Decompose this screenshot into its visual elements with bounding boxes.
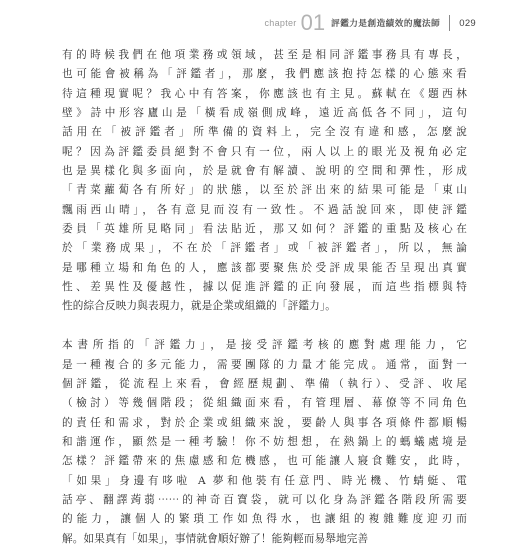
text-line: 於「業務成果」，不在於「評鑑者」或「被評鑑者」，所以，無論	[62, 242, 467, 255]
text-line: 委員「英雄所見略同」看法貼近，那又如何？評鑑的重點及核心在	[62, 223, 467, 236]
chapter-title: 評鑑力是創造績效的魔法師	[331, 19, 441, 29]
text-line: 壁》詩中形容廬山是「橫看成嶺側成峰，遠近高低各不同」，這句	[62, 107, 467, 120]
text-line: 個評鑑，從流程上來看，會經歷規劃、準備（執行）、受評、收尾	[62, 377, 467, 390]
text-line: 「青菜蘿蔔各有所好」的狀態，以至於評出來的結果可能是「東山	[62, 184, 467, 197]
paragraph-1	[62, 46, 467, 317]
paragraph-gap	[62, 317, 467, 336]
text-line: 性、差異性及優越性，據以促進評鑑的正向發展，而這些指標與特	[62, 281, 467, 294]
text-line: （檢討）等幾個階段；從組織面來看，有管理層、幕僚等不同角色	[62, 397, 467, 410]
chapter-label: chapter	[264, 18, 297, 28]
text-line: 性的綜合反映力與表現力，就是企業或組織的「評鑑力」。	[62, 300, 337, 313]
text-line: 飄雨西山晴」，各有意見而沒有一致性。不過話說回來，即使評鑑	[62, 203, 467, 216]
text-line: 待這種現實呢？我心中有答案，你應該也有主見。蘇軾在《題西林	[62, 87, 467, 100]
text-line: 也可能會被稱為「評鑑者」，那麼，我們應該抱持怎樣的心態來看	[62, 68, 467, 81]
text-line: 「如果」身邊有哆啦 A 夢和他裝有任意門、時光機、竹蜻蜓、電	[62, 474, 467, 487]
header-divider	[449, 15, 450, 31]
text-line: 的能力，讓個人的繁瑣工作如魚得水，也讓組的複雜難度迎刃而	[62, 513, 467, 526]
page-number: 029	[459, 17, 476, 29]
text-line: 解。如果真有「如果」，事情就會順好辦了！能夠輕而易舉地完善	[62, 532, 369, 545]
text-line: 話亭、翻譯蒟蒻⋯⋯的神奇百寶袋，就可以化身為評鑑各階段所需要	[62, 493, 467, 506]
paragraph-2	[62, 336, 467, 549]
text-line: 也是異樣化與多面向，於是就會有解讀、說明的空間和彈性，形成	[62, 165, 467, 178]
text-line: 本書所指的「評鑑力」，是接受評鑑考核的應對處理能力，它	[62, 339, 467, 352]
text-line: 的責任和需求，對於企業或組織來說，要齡人與事各項條件都順暢	[62, 416, 467, 429]
chapter-number: 01	[300, 10, 326, 35]
page-top-edge	[0, 0, 520, 8]
text-line: 呢？因為評鑑委員絕對不會只有一位，兩人以上的眼光及視角必定	[62, 145, 467, 158]
text-line: 話用在「被評鑑者」所準備的資料上，完全沒有違和感，怎麼說	[62, 126, 467, 139]
text-line: 怎樣？評鑑帶來的焦慮感和危機感，也可能讓人寢食難安，此時，	[62, 455, 467, 468]
text-line: 有的時候我們在他項業務或領域，甚至是相同評鑑事務具有專長，	[62, 49, 467, 61]
body-text	[62, 46, 467, 549]
text-line: 是一種複合的多元能力，需要團隊的力量才能完成。通常，面對一	[62, 358, 467, 371]
text-line: 和諧運作，顯然是一種考驗！你不妨想想，在熱鍋上的螞蟻處境是	[62, 435, 467, 448]
running-header	[264, 10, 476, 36]
text-line: 是哪種立場和角色的人，應該都要聚焦於受評成果能否呈現出真實	[62, 261, 467, 274]
